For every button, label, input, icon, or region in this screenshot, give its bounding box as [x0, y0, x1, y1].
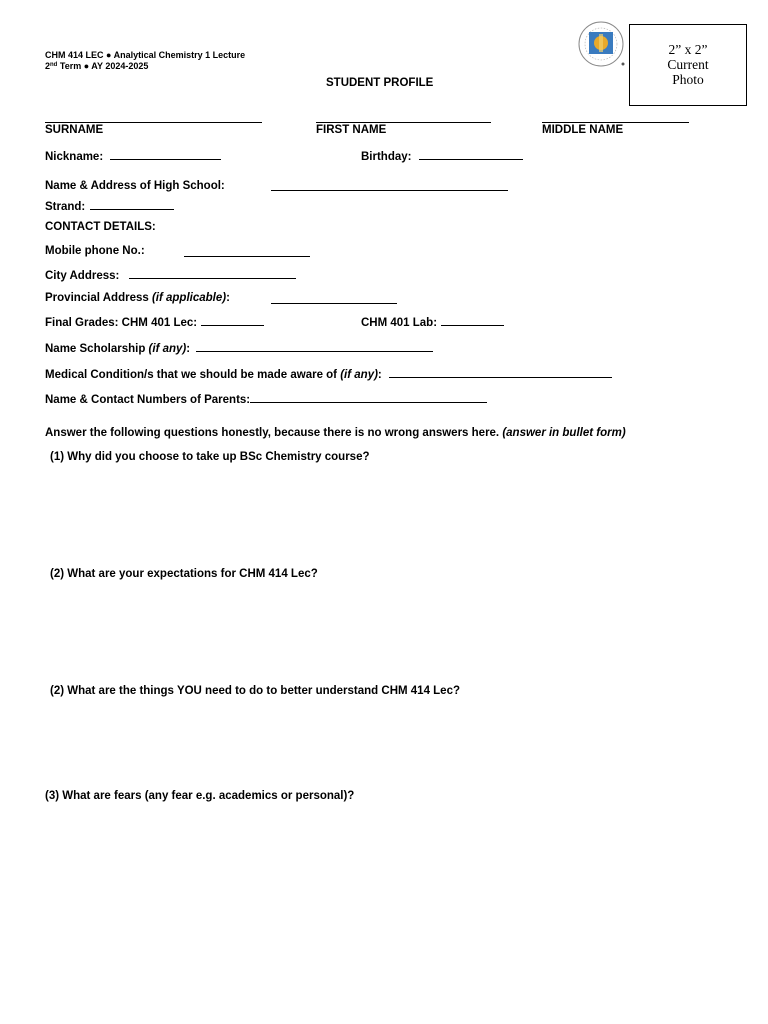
instructions: Answer the following questions honestly, because there is no wrong answers here. (answer in bullet form)	[45, 427, 626, 439]
birthday-line[interactable]	[419, 149, 523, 160]
middle-name-line[interactable]	[542, 122, 689, 123]
final-grades-lec-label: Final Grades: CHM 401 Lec:	[45, 317, 198, 329]
nickname-field	[45, 149, 221, 163]
high-school-label: Name & Address of High School:	[45, 180, 225, 192]
course-header	[45, 50, 245, 71]
scholarship-line[interactable]	[196, 341, 433, 352]
city-address-line[interactable]	[129, 268, 296, 279]
birthday-label: Birthday:	[361, 151, 412, 163]
medical-line[interactable]	[389, 367, 612, 378]
parents-field: Name & Contact Numbers of Parents:	[45, 392, 487, 406]
question-3: (2) What are the things YOU need to do to better understand CHM 414 Lec?	[50, 685, 460, 697]
surname-line[interactable]	[45, 122, 262, 123]
course-line: CHM 414 LEC ● Analytical Chemistry 1 Lecture	[45, 50, 246, 60]
provincial-address-label: Provincial Address (if applicable):	[45, 292, 230, 304]
medical-field: Medical Condition/s that we should be made aware of (if any):	[45, 367, 612, 381]
scholarship-field: Name Scholarship (if any):	[45, 341, 433, 355]
photo-current-label: Current	[667, 57, 709, 72]
mobile-line[interactable]	[184, 256, 310, 257]
university-seal-icon	[575, 20, 627, 68]
nickname-label: Nickname:	[45, 151, 104, 163]
term-line: 2nd Term ● AY 2024-2025	[45, 61, 149, 71]
nickname-line[interactable]	[110, 149, 221, 160]
photo-placeholder-box	[629, 24, 747, 106]
birthday-field	[361, 149, 523, 163]
lab-grade-label: CHM 401 Lab:	[361, 317, 438, 329]
contact-details-heading: CONTACT DETAILS:	[45, 221, 156, 233]
strand-field	[45, 199, 174, 213]
provincial-address-line[interactable]	[271, 303, 397, 304]
city-address-field	[45, 268, 296, 282]
lab-grade-field	[361, 315, 504, 329]
lab-grade-line[interactable]	[441, 315, 504, 326]
question-2: (2) What are your expectations for CHM 414 Lec?	[50, 568, 318, 580]
question-1: (1) Why did you choose to take up BSc Chemistry course?	[50, 451, 370, 463]
page-title: STUDENT PROFILE	[326, 77, 434, 89]
surname-label: SURNAME	[45, 124, 104, 136]
strand-line[interactable]	[90, 199, 174, 210]
middle-name-label: MIDDLE NAME	[542, 124, 624, 136]
city-address-label: City Address:	[45, 270, 120, 282]
photo-label: Photo	[672, 72, 704, 87]
question-4: (3) What are fears (any fear e.g. academics or personal)?	[45, 790, 355, 802]
lec-grade-line[interactable]	[201, 315, 264, 326]
high-school-line[interactable]	[271, 190, 508, 191]
parents-line[interactable]	[250, 392, 487, 403]
mobile-label: Mobile phone No.:	[45, 245, 145, 257]
first-name-line[interactable]	[316, 122, 491, 123]
strand-label: Strand:	[45, 201, 86, 213]
final-grades-field	[45, 315, 264, 329]
first-name-label: FIRST NAME	[316, 124, 387, 136]
photo-size-label: 2” x 2”	[668, 42, 708, 57]
